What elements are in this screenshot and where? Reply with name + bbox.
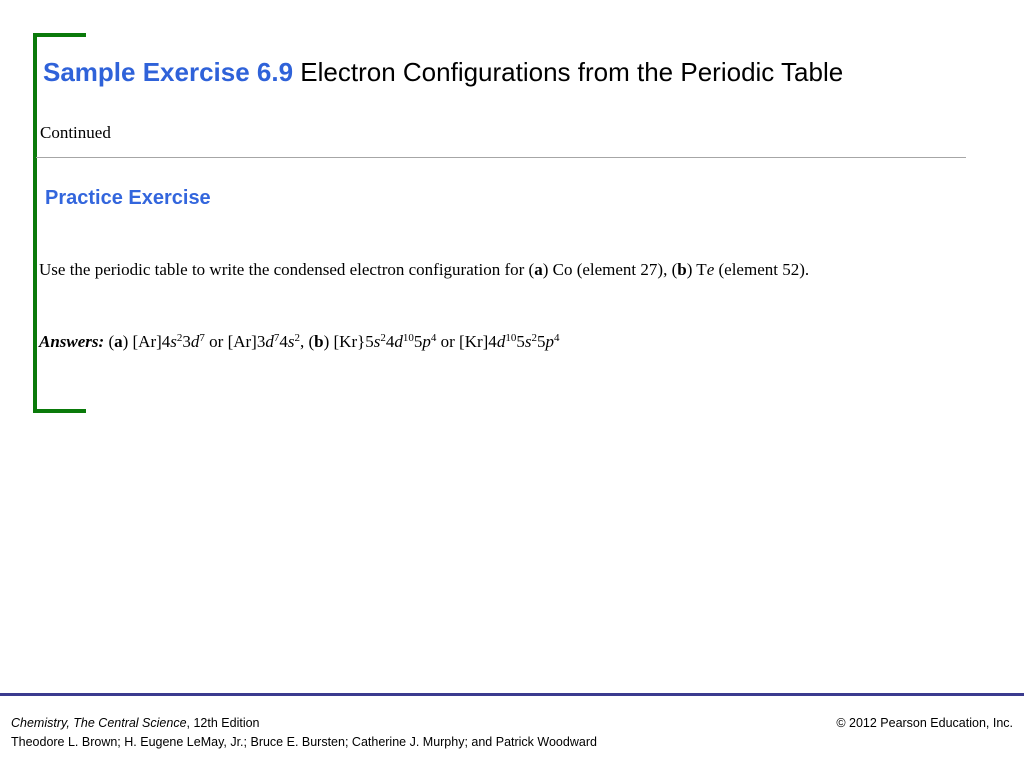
superscript: 2 [294, 332, 300, 344]
orbital-p: p [545, 332, 554, 351]
ans-text: 4 [385, 332, 395, 351]
title-text: Electron Configurations from the Periodic Table [300, 57, 844, 87]
bracket-top [33, 33, 86, 37]
orbital-d: d [394, 332, 403, 351]
q-text-3: ) T [686, 260, 707, 279]
orbital-s: s [287, 332, 295, 351]
answers [39, 330, 939, 353]
superscript: 2 [531, 332, 537, 344]
answers-label: Answers: [39, 332, 105, 351]
orbital-s: s [170, 332, 177, 351]
footer-book [11, 714, 597, 733]
ans-text: 3 [182, 332, 191, 351]
title-number: Sample Exercise 6.9 [43, 57, 294, 87]
superscript: 2 [176, 332, 183, 344]
footer-citation [11, 714, 597, 752]
ans-text: or [Ar]3 [204, 332, 266, 351]
ans-text: , ( [299, 332, 315, 351]
ans-text: 5 [536, 332, 546, 351]
book-edition: , 12th Edition [186, 716, 260, 730]
ans-part-a: a [114, 332, 123, 351]
ans-text: or [Kr]4 [436, 332, 497, 351]
book-title: Chemistry, The Central Science [11, 716, 187, 730]
ans-part-b: b [314, 332, 324, 351]
orbital-d: d [265, 332, 274, 351]
ans-text: 5 [413, 332, 423, 351]
superscript: 2 [380, 332, 386, 344]
superscript: 10 [402, 332, 414, 344]
superscript: 10 [505, 332, 517, 344]
divider [36, 157, 966, 158]
q-text-4: (element 52). [714, 260, 810, 279]
bracket-bottom [33, 409, 86, 413]
ans-text: ) [Kr}5 [323, 332, 374, 351]
continued-label: Continued [40, 123, 111, 142]
orbital-p: p [422, 332, 431, 351]
ans-text: 5 [516, 332, 525, 351]
superscript: 7 [199, 332, 205, 344]
page-title [43, 55, 843, 89]
orbital-s: s [373, 332, 381, 351]
bracket-vertical [33, 33, 37, 413]
orbital-s: s [524, 332, 532, 351]
ans-text: 4 [279, 332, 288, 351]
q-text-1: Use the periodic table to write the condensed electron configuration for ( [39, 260, 535, 279]
footer-authors: Theodore L. Brown; H. Eugene LeMay, Jr.; Bruce E. Bursten; Catherine J. Murphy; and Patrick Woodward [11, 735, 597, 749]
q-italic-e: e [706, 260, 715, 279]
ans-text: ) [Ar]4 [122, 332, 171, 351]
practice-question [39, 258, 919, 281]
footer-divider [0, 693, 1024, 696]
practice-heading: Practice Exercise [45, 187, 211, 209]
q-part-b: b [677, 260, 687, 279]
superscript: 4 [553, 332, 560, 344]
ans-text: ( [104, 332, 115, 351]
superscript: 4 [430, 332, 437, 344]
q-part-a: a [534, 260, 543, 279]
q-text-2: ) Co (element 27), ( [542, 260, 678, 279]
superscript: 7 [273, 332, 280, 344]
footer-copyright: © 2012 Pearson Education, Inc. [836, 716, 1013, 730]
orbital-d: d [190, 332, 200, 351]
orbital-d: d [496, 332, 506, 351]
